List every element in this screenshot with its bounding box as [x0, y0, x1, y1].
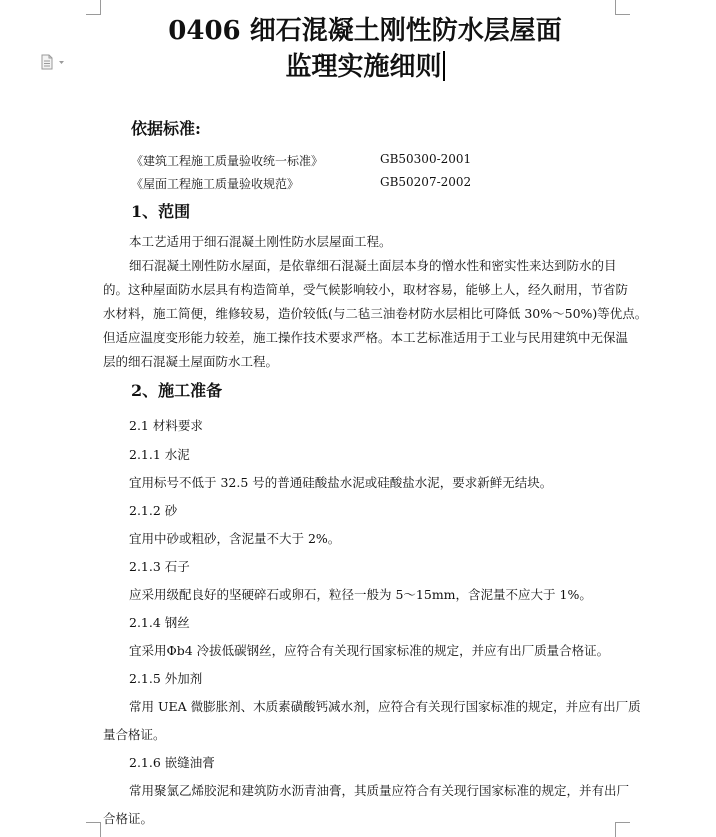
- subsection-heading: 2.1.5 外加剂: [129, 671, 203, 686]
- paragraph-line: 宜用中砂或粗砂，含泥量不大于 2%。: [129, 531, 341, 546]
- text-cursor: [443, 51, 445, 81]
- paragraph-line: 常用 UEA 微膨胀剂、木质素磺酸钙减水剂，应符合有关现行国家标准的规定，并应有出厂质: [129, 699, 641, 714]
- document-title-line2: [0, 46, 716, 83]
- paragraph-line: 本工艺适用于细石混凝土刚性防水层屋面工程。: [129, 234, 392, 249]
- standard-name: 《建筑工程施工质量验收统一标准》: [131, 154, 324, 168]
- paragraph-line: 水材料，施工简便，维修较易，造价较低(与二毡三油卷材防水层相比可降低 30%～50%)等优点。: [103, 306, 648, 321]
- paragraph-line: 的。这种屋面防水层具有构造简单，受气候影响较小，取材容易，能够上人，经久耐用，节省防: [103, 282, 629, 297]
- subsection-heading: 2.1.2 砂: [129, 503, 178, 518]
- paragraph-line: 合格证。: [103, 811, 154, 826]
- paragraph-line: 量合格证。: [103, 727, 166, 742]
- standard-item: [131, 152, 472, 169]
- document-title-line1: 0406 细石混凝土刚性防水层屋面: [168, 16, 562, 46]
- paragraph-line: 细石混凝土刚性防水屋面，是依靠细石混凝土面层本身的憎水性和密实性来达到防水的目: [129, 258, 617, 273]
- paragraph-line: 常用聚氯乙烯胶泥和建筑防水沥青油膏，其质量应符合有关现行国家标准的规定，并有出厂: [129, 783, 630, 798]
- crop-mark-bottom-left: [86, 822, 101, 837]
- subsection-heading: 2.1 材料要求: [129, 418, 203, 433]
- basis-heading: 依据标准:: [131, 119, 201, 138]
- subsection-heading: 2.1.3 石子: [129, 559, 190, 574]
- subsection-heading: 2.1.1 水泥: [129, 447, 190, 462]
- standard-name: 《屋面工程施工质量验收规范》: [131, 177, 300, 191]
- subsection-heading: 2.1.6 嵌缝油膏: [129, 755, 215, 770]
- paragraph-line: 宜采用Φb4 冷拔低碳钢丝，应符合有关现行国家标准的规定，并应有出厂质量合格证。: [129, 643, 610, 658]
- standard-item: [131, 175, 472, 192]
- standard-code: GB50207-2002: [380, 175, 472, 189]
- paragraph-line: 应采用级配良好的坚硬碎石或卵石，粒径一般为 5～15mm，含泥量不应大于 1%。: [129, 587, 592, 602]
- paragraph-line: 宜用标号不低于 32.5 号的普通硅酸盐水泥或硅酸盐水泥，要求新鲜无结块。: [129, 475, 553, 490]
- crop-mark-bottom-right: [615, 822, 630, 837]
- standard-code: GB50300-2001: [380, 152, 472, 166]
- section1-heading: 1、范围: [131, 202, 191, 221]
- section2-heading: 2、施工准备: [131, 381, 223, 400]
- subsection-heading: 2.1.4 钢丝: [129, 615, 190, 630]
- paragraph-line: 层的细石混凝土屋面防水工程。: [103, 354, 279, 369]
- document-title-line2-text: 监理实施细则: [285, 52, 442, 82]
- paragraph-line: 但适应温度变形能力较差，施工操作技术要求严格。本工艺标准适用于工业与民用建筑中无保温: [103, 330, 629, 345]
